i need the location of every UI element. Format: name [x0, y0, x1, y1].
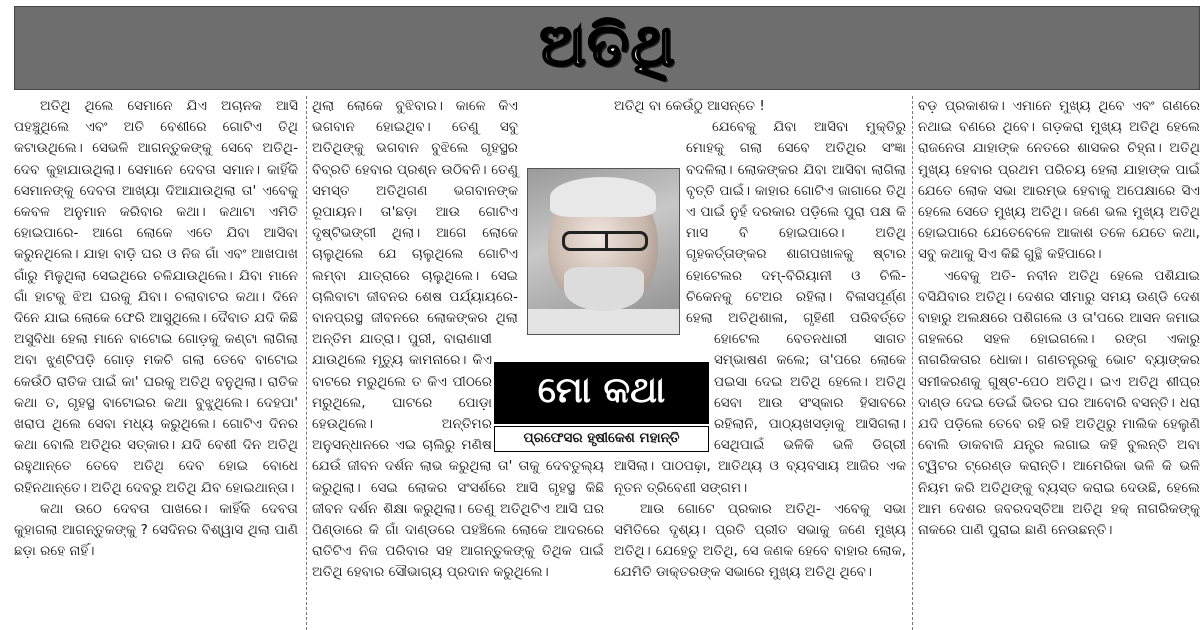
headline-title: ଅତିଥି: [539, 11, 677, 79]
column-label: ମୋ କଥା: [537, 370, 666, 411]
paragraph: ଅତିଥି ବା କେଉଁଠୁ ଆସନ୍ତେ !: [614, 98, 765, 114]
paragraph: ଥିଲା ଲୋକେ ବୁଝିବାର। କାଳେ କିଏ ଭଗବାନ ହୋଇଥିବ। ତେଣୁ ସବୁ ଅତିଥିଙ୍କୁ ଭଗବାନ ବୁଝିଲେ ଗୃହସ୍ଥର ବିବ୍ରତି ହେବାର ପ୍ରଶ୍ନ ଉଠିବନି। ତେଣୁ ସମସ୍ତ ଅତିଥିଗଣ ଭଗବାନଙ୍କ ରୂପାୟନ। ତା'ଛଡ଼ା ଆଉ ଗୋଟିଏ ଦୃଷ୍ଟିଭଙ୍ଗୀ ଥିଲା। ଆଗେ ଲୋକେ ଚାଲୁଥିଲେ ଯେ ଚାଲୁଥିଲେ ଗୋଟିଏ ଲମ୍ବା ଯାତ୍ରାରେ ଚାଲୁଥିଲେ। ସେଇ ଚାଲିବାଟା ଜୀବନର ଶେଷ ପର୍ଯ୍ୟାୟରେ- ବାନପ୍ରସ୍ଥ ଜୀବନରେ ଲୋକଙ୍କର ଥିଲା ଅନ୍ତିମ ଯାତ୍ରା। ପୁରୀ, ବାରାଣାସୀ ଯାଉଥିଲେ ମୃତ୍ୟୁ କାମନାରେ। କିଏ ବାଟରେ ମରୁଥିଲେ ତ କିଏ ପୀଠରେ ମରୁଥିଲେ, ଘାଟରେ ପୋଡ଼ା ହେଉଥିଲେ। ଅନ୍ତିମର ଅନୁସନ୍ଧାନରେ ଏଇ ଚାଲିରୁ ମଣିଷ ଯେଉଁ ଜୀବନ ଦର୍ଶନ ଲାଭ କରୁଥିଲା ତା' ତାକୁ ଦେବତୁଲ୍ୟ କରୁଥିଲା। ସେଇ ଲୋକର ସଂସର୍ଶରେ ଆସି ଗୃହସ୍ଥ କିଛି ଜୀବନ ଦର୍ଶନ ଶିକ୍ଷା କରୁଥିଲା। ତେଣୁ ଅତିଥିଟିଏ ଆସି ଘର ପିଣ୍ଡାରେ କି ଗାଁ ଦାଣ୍ଡରେ ପହଞ୍ଚିଲେ ଲୋକେ ଆଦରରେ ରାତିଟିଏ ନିଜ ପରିବାର ସହ ଆଗନ୍ତୁକଙ୍କୁ ତିଥିକ ପାଇଁ ଅତିଥି ହେବାର ସୌଭାଗ୍ୟ ପ୍ରଦାନ କରୁଥିଲେ।: [312, 98, 604, 581]
author-photo: [527, 168, 680, 335]
photo-glasses: [562, 231, 648, 251]
paragraph: ଯେବେକୁ ଯିବା ଆସିବା ମୁକ୍ତିରୁ ମୋହକୁ ଗଲା ସେବେ ଅତିଥିର ସଂଜ୍ଞା ବଦଳିଲା। ଲୋକଙ୍କର ଯିବା ଆସିବା ଲାଗିଲା ବୃତ୍ତି ପାଇଁ। କାହାର ଗୋଟିଏ ଜାଗାରେ ତିଥି ଏ ପାଇଁ ନୁହଁ ଦରକାର ପଡ଼ିଲେ ପୁରା ପକ୍ଷ କି ମାସ ବି ହୋଇପାରେ। ଅତିଥି ଗୃହକର୍ତ୍ତାଙ୍କର ଶାଗପଖାଳକୁ ଷ୍ଟାର ହୋଟେଲର ଦମ୍-ବିରିୟାନୀ ଓ ଚିଲି- ଚିକେନକୁ ଟେଅର ରହିଲା। ବିଳାସପୂର୍ଣ୍ଣ ହେଲା ଅତିଥିଶାଳା, ଗୃହିଣୀ ପରିବର୍ତ୍ତେ ହୋଟେଲ ବେତନଧାରୀ ସାଗତ ସମ୍ଭାଷଣ କଲେ; ତା'ପରେ ଲୋକେ ପଇସା ଦେଇ ଅତିଥି ହେଲେ। ଅତିଥି ସେବା ଆଉ ସଂସ୍କାର ହିସାବରେ ରହିଲାନି, ପାଠ୍ୟଖସଡ଼ାକୁ ଆସିଗଲା। ସେଥିପାଇଁ ଭଳିକି ଭଳି ଡିଗ୍ରୀ ଆସିଲା। ପାଠପଢ଼ା, ଆତିଥ୍ୟ ଓ ବ୍ୟବସାୟ ଆଜିର ଏକ ନୂତନ ତ୍ରିବେଣୀ ସଙ୍ଗମ।: [614, 119, 906, 496]
paragraph: ଆଉ ଗୋଟେ ପ୍ରକାର ଅତିଥି- ଏବେକୁ ସଭା ସମିତିରେ ଦୃଶ୍ୟ। ପ୍ରତି ପ୍ରୀତ ସଭାକୁ ଜଣେ ମୁଖ୍ୟ ଅତିଥି। ଯେହେତୁ ଅତିଥି, ସେ ଜଣକ ହେବେ ବାହାର ଲୋକ, ଯେମିତି ଡାକ୍ତରଙ୍କ ସଭାରେ ମୁଖ୍ୟ ଅତିଥି ଥିବେ।: [614, 500, 906, 581]
column-label-box: [494, 362, 709, 424]
paragraph: କଥା ଉଠେ ଦେବତା ପାଖରେ। କାହିଁକି ଦେବତା କୁହାଗଲା ଆଗନ୍ତୁକଙ୍କୁ ? ସେଦିନର ବିଶ୍ୱାସ ଥିଲା ପାଣି ଛଡ଼ା ରହେ ନାହିଁ।: [14, 500, 298, 560]
column-divider: [912, 96, 913, 630]
paragraph: ବଡ଼ ପ୍ରକାଶକ। ଏମାନେ ମୁଖ୍ୟ ଥିବେ ଏବଂ ଗଣରେ ନଥାଇ ବଣରେ ଥିବେ। ଗଡ଼କରା ମୁଖ୍ୟ ଅତିଥି ହେଲେ ରାଜନେତା ଯାହାଙ୍କ ନେତରେ ଶାସକର ଚିହ୍ନା। ଅତିଥି ମୁଖ୍ୟ ହେବାର ପ୍ରଥମ ପରିଚୟ ହେଲା ଯାହାଙ୍କ ପାଇଁ ଯେତେ ଲୋକ ସଭା ଆରମ୍ଭ ହେବାକୁ ଅପେକ୍ଷାରେ ସିଏ ହେଲେ ସେତେ ମୁଖ୍ୟ ଅତିଥି। ଜଣେ ଭଲ ମୁଖ୍ୟ ଅତିଥି ହୋଇପାରେ ଯେତେବେଳେ ଆକାଶ ତଳେ ଯେତେ କଥା, ସବୁ କଥାକୁ ସିଏ କିଛି ଗୁନ୍ଥି କହିପାରେ।: [918, 98, 1200, 263]
author-byline: ପ୍ରଫେସର ହୃଷୀକେଶ ମହାନ୍ତି: [523, 430, 680, 446]
headline-banner: [14, 6, 1200, 90]
photo-shirt: [528, 309, 680, 335]
column-divider: [306, 96, 307, 630]
article-column-4: [918, 96, 1200, 630]
paragraph: ଏବେକୁ ଅତି- ନବୀନ ଅତିଥି ହେଲେ ପଶିଯାଇ ବସିଯିବାର ଅତିଥି। ଦେଶର ସୀମାରୁ ସମୟ ଉଣ୍ଡି ଦେଶ ବାହାରୁ ଅଲକ୍ଷରେ ପଶିଗଲେ ଓ ତା'ପରେ ଆସନ ଜମାଇ ଗହଳରେ ସହଳ ହୋଇଗଲେ। ରଙ୍ଗ ଏକାରୁ ନାଗରିକତାର ଧୋକା। ଗଣତନ୍ତ୍ରକୁ ଭୋଟ ବ୍ୟାଙ୍କର ସମୀକରଣକୁ ଗୁଷ୍ଟ-ପେଠ ଅତିଥି। ଇଏ ଅତିଥି ଶୀଘ୍ର ଦାଣ୍ଡ ଦେଇ ଡେଇଁ ଭିତର ଘର ଆବୋରି ବସନ୍ତି। ଧରା ଯଦି ପଡ଼ିଲେ ତେବେ ରହି ରହି ଅତିଥିରୁ ମାଲିକ ହେଲୁଣି ବୋଲି ଡାକବାଜି ଯନ୍ତ୍ର ଲଗାଇ କହି ବୁଲନ୍ତି ଅବା ଟ୍ୱିଟର ଟ୍ରେଣ୍ଡ କରାନ୍ତି। ଆମେରିକା ଭଳି କି ଭଳି ନିୟମ କରି ଅତିଥିଙ୍କୁ ବ୍ୟସ୍ତ କରାଇ ଦେଉଛି, ହେଲେ ଆମ ଦେଶର ଜବରଦସ୍ତିଆ ଅତିଥି ହକ୍ ନାଗରିକଙ୍କୁ ନାକରେ ପାଣି ପୁରାଇ ଛାଣି ନେଉଛନ୍ତି।: [918, 267, 1200, 539]
photo-beard: [564, 267, 644, 311]
article-column-1: [14, 96, 298, 630]
paragraph: ଅତିଥି ଥିଲେ ସେମାନେ ଯିଏ ଅଚାନକ ଆସି ପହଞ୍ଚୁଥିଲେ ଏବଂ ଅତି ବେଶୀରେ ଗୋଟିଏ ତିଥି କଟାଉଥିଲେ। ସେଭଳି ଆଗନ୍ତୁକଙ୍କୁ ସେବେ ଅତିଥି-ଦେବ କୁହାଯାଉଥିଲା। ସେମାନେ ଦେବତା ସମାନ। କାହିଁକି ସେମାନଙ୍କୁ ଦେବତା ଆଖ୍ୟା ଦିଆଯାଉଥିଲା ତା' ଏବେକୁ କେବଳ ଅନୁମାନ କରିବାର କଥା। କଥାଟା ଏମିତି ହୋଇପାରେ- ଆଗେ ଲୋକେ ଏତେ ଯିବା ଆସିବା କରୁନଥିଲେ। ଯାହା ବାଡ଼ି ଘର ଓ ନିଜ ଗାଁ ଏବଂ ଆଖପାଖ ଗାଁରୁ ମିଳୁଥିଲା ସେଇଥିରେ ଚଳିଯାଉଥିଲେ। ଯିବା ମାନେ ଗାଁ ହାଟକୁ ଝିଅ ଘରକୁ ଯିବା। ଚଲାବାଟର କଥା। ଦିନେ ଦିନେ ଯାଇ ଲୋକେ ଫେରି ଆସୁଥିଲେ। ଦୈବାତ ଯଦି କିଛି ଅସୁବିଧା ହେଲା ମାନେ ବାଟୋଇ ଗୋଡ଼କୁ କଣ୍ଟା ଲାଗିଲା ଅବା ଝୁଣ୍ଟିପଡ଼ି ଗୋଡ଼ ମକଚି ଗଲା ତେବେ ବାଟୋଇ କେଉଁଠି ରାତିକ ପାଇଁ କା' ଘରକୁ ଅତିଥି ବନୁଥିଲା। ରାତିକ କଥା ତ, ଗୃହସ୍ଥ ବାଟୋଇର କଥା ବୁଝୁଥିଲେ। ଦେହପା' ଖରାପ ଥିଲେ ସେବା ମଧ୍ୟ କରୁଥିଲେ। ଗୋଟିଏ ଦିନର କଥା ବୋଲି ଅତିଥିର ସତ୍କାର। ଯଦି ବେଶୀ ଦିନ ଅତିଥି ରହୁଥାନ୍ତେ ତେବେ ଅତିଥି ଦେବ ହୋଇ ବୋଧେ ରହିନଥାନ୍ତେ। ଅତିଥି ଦେବରୁ ଅତିଥି ଯିବ ହୋଇଥାନ୍ତା।: [14, 98, 298, 496]
byline-box: [494, 426, 709, 452]
photo-hair: [550, 177, 656, 217]
